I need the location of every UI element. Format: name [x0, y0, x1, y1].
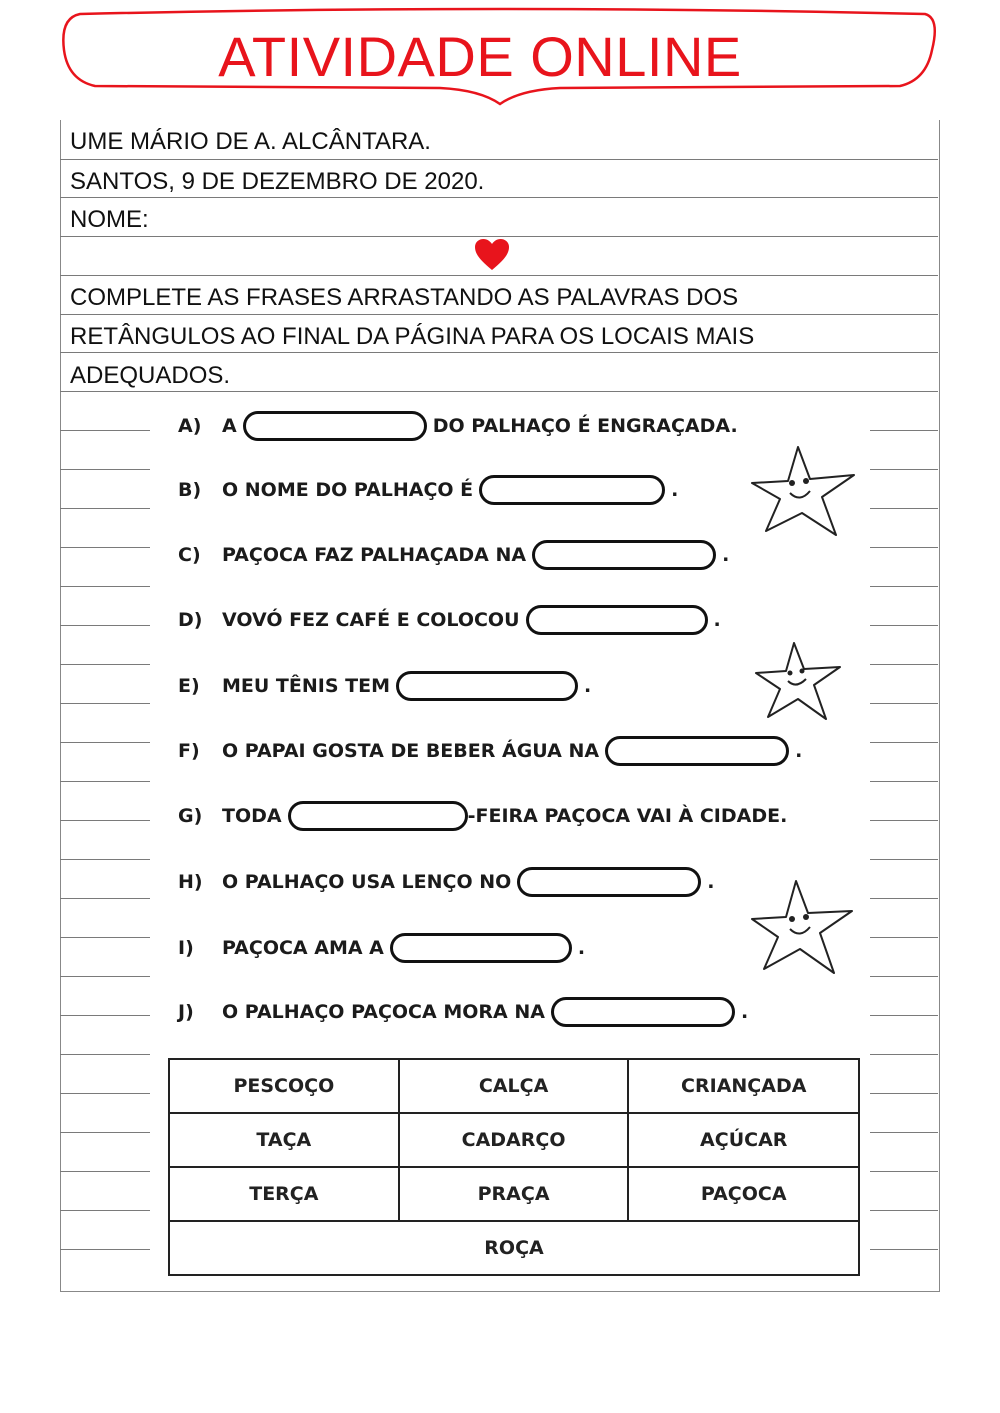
- answer-drop-slot[interactable]: [605, 736, 789, 766]
- question-text-after: DO PALHAÇO É ENGRAÇADA.: [432, 415, 738, 437]
- word-card[interactable]: PRAÇA: [399, 1167, 629, 1221]
- question-i: [178, 931, 585, 965]
- word-bank-row: [169, 1167, 859, 1221]
- answer-drop-slot[interactable]: [396, 671, 578, 701]
- question-text-before: O NOME DO PALHAÇO É: [222, 479, 474, 501]
- question-d: [178, 603, 721, 637]
- question-text-after: .: [740, 1001, 749, 1023]
- answer-drop-slot[interactable]: [288, 801, 468, 831]
- question-text-after: .: [795, 740, 803, 762]
- question-text-after: -FEIRA PAÇOCA VAI À CIDADE.: [467, 805, 788, 827]
- question-letter: F): [178, 740, 200, 762]
- word-card[interactable]: PAÇOCA: [628, 1167, 859, 1221]
- exercise-area: [150, 395, 870, 1285]
- question-letter: H): [178, 871, 203, 893]
- answer-drop-slot[interactable]: [526, 605, 708, 635]
- question-text-before: PAÇOCA AMA A: [222, 937, 384, 959]
- word-card[interactable]: CRIANÇADA: [628, 1059, 859, 1113]
- question-text-after: .: [707, 871, 715, 893]
- word-card[interactable]: PESCOÇO: [169, 1059, 399, 1113]
- answer-drop-slot[interactable]: [532, 540, 716, 570]
- question-letter: J): [178, 1001, 194, 1023]
- name-label: NOME:: [70, 206, 149, 233]
- question-text-after: .: [584, 675, 592, 697]
- question-text-before: VOVÓ FEZ CAFÉ E COLOCOU: [222, 609, 520, 631]
- word-card[interactable]: CADARÇO: [399, 1113, 629, 1167]
- word-card[interactable]: AÇÚCAR: [628, 1113, 859, 1167]
- instructions-line-2: RETÂNGULOS AO FINAL DA PÁGINA PARA OS LOCAIS MAIS: [70, 323, 755, 350]
- question-text-before: MEU TÊNIS TEM: [222, 675, 390, 697]
- question-h: [178, 865, 714, 899]
- question-b: [178, 473, 678, 507]
- question-letter: D): [178, 609, 203, 631]
- question-letter: C): [178, 544, 201, 566]
- title-banner: [0, 0, 1000, 120]
- question-letter: A): [178, 415, 202, 437]
- question-f: [178, 734, 802, 768]
- answer-drop-slot[interactable]: [551, 997, 735, 1027]
- smiling-star-icon: [748, 877, 858, 977]
- question-text-before: PAÇOCA FAZ PALHAÇADA NA: [222, 544, 527, 566]
- word-card[interactable]: TAÇA: [169, 1113, 399, 1167]
- question-text-after: .: [713, 609, 721, 631]
- smiling-star-icon: [748, 443, 860, 539]
- answer-drop-slot[interactable]: [243, 411, 427, 441]
- instructions-line-1: COMPLETE AS FRASES ARRASTANDO AS PALAVRAS DOS: [70, 284, 739, 311]
- question-text-after: .: [722, 544, 730, 566]
- question-text-before: O PAPAI GOSTA DE BEBER ÁGUA NA: [222, 740, 600, 762]
- school-name: UME MÁRIO DE A. ALCÂNTARA.: [70, 128, 431, 155]
- question-letter: E): [178, 675, 200, 697]
- page-title: ATIVIDADE ONLINE: [218, 25, 742, 88]
- heart-icon: [474, 238, 510, 272]
- answer-drop-slot[interactable]: [479, 475, 665, 505]
- question-c: [178, 538, 729, 572]
- answer-drop-slot[interactable]: [517, 867, 701, 897]
- word-bank-row: [169, 1221, 859, 1275]
- question-text-before: TODA: [222, 805, 282, 827]
- question-text-before: O PALHAÇO USA LENÇO NO: [222, 871, 512, 893]
- date-line: SANTOS, 9 DE DEZEMBRO DE 2020.: [70, 168, 485, 195]
- question-a: [178, 409, 738, 443]
- smiling-star-icon: [752, 639, 844, 723]
- word-bank-row: [169, 1059, 859, 1113]
- question-text-before: O PALHAÇO PAÇOCA MORA NA: [222, 1001, 545, 1023]
- word-bank-table: [168, 1058, 860, 1276]
- question-text-before: A: [222, 415, 237, 437]
- word-card[interactable]: ROÇA: [169, 1221, 859, 1275]
- question-text-after: .: [577, 937, 586, 959]
- answer-drop-slot[interactable]: [390, 933, 572, 963]
- instructions-line-3: ADEQUADOS.: [70, 362, 231, 389]
- question-text-after: .: [671, 479, 679, 501]
- question-g: [178, 799, 787, 833]
- word-bank-row: [169, 1113, 859, 1167]
- question-letter: I): [178, 937, 194, 959]
- question-j: [178, 995, 748, 1029]
- word-card[interactable]: TERÇA: [169, 1167, 399, 1221]
- question-letter: G): [178, 805, 203, 827]
- word-card[interactable]: CALÇA: [399, 1059, 629, 1113]
- question-e: [178, 669, 591, 703]
- question-letter: B): [178, 479, 202, 501]
